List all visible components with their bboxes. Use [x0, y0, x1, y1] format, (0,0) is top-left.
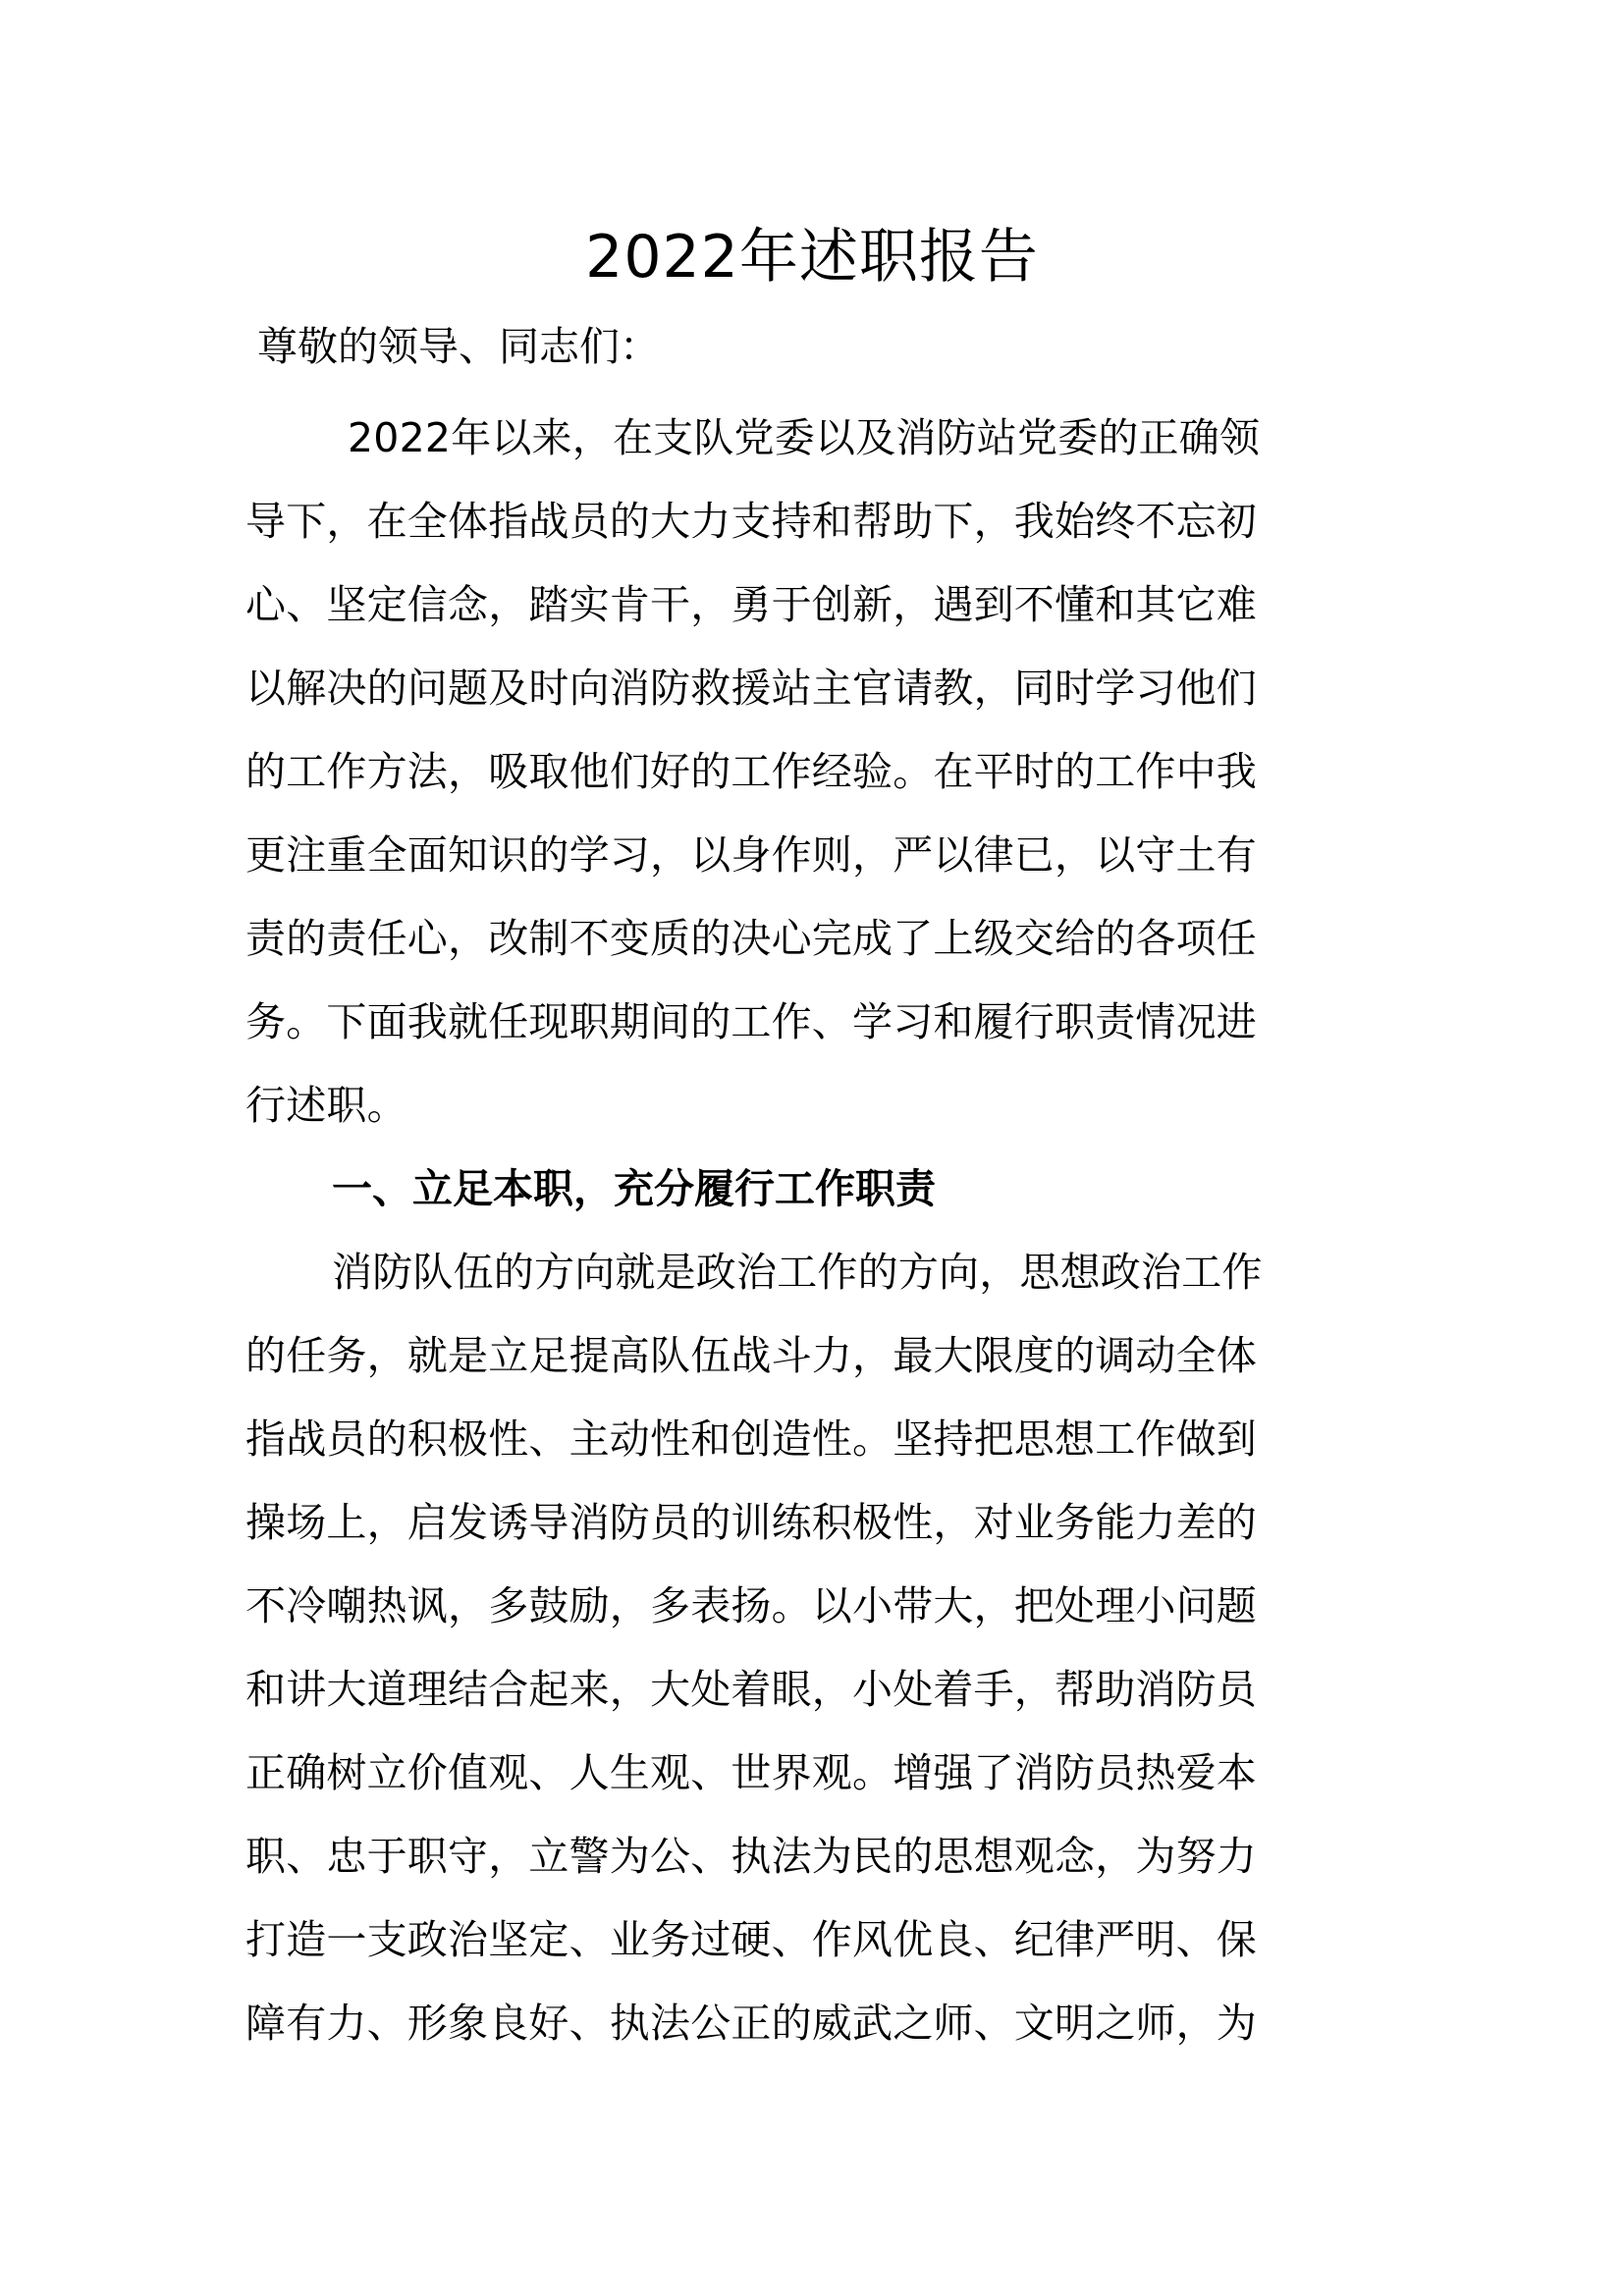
- paragraph-line: 导下，在全体指战员的大力支持和帮助下，我始终不忘初: [245, 498, 1257, 545]
- paragraph-line: 更注重全面知识的学习，以身作则，严以律已，以守土有: [245, 831, 1257, 879]
- paragraph-line: 打造一支政治坚定、业务过硬、作风优良、纪律严明、保: [245, 1916, 1257, 1963]
- paragraph-line: 2022年以来，在支队党委以及消防站党委的正确领: [348, 414, 1261, 461]
- document-body: [245, 397, 1389, 2065]
- paragraph-line: 责的责任心，改制不变质的决心完成了上级交给的各项任: [245, 915, 1257, 962]
- paragraph-line: 指战员的积极性、主动性和创造性。坚持把思想工作做到: [245, 1415, 1257, 1463]
- paragraph-line: 操场上，启发诱导消防员的训练积极性，对业务能力差的: [245, 1499, 1257, 1546]
- paragraph-line: 的工作方法，吸取他们好的工作经验。在平时的工作中我: [245, 748, 1257, 795]
- document-title: 2022年述职报告: [585, 223, 1039, 292]
- paragraph-line: 心、坚定信念，踏实肯干，勇于创新，遇到不懂和其它难: [245, 581, 1257, 628]
- section-heading: 一、立足本职，充分履行工作职责: [332, 1165, 936, 1212]
- paragraph-line: 不冷嘲热讽，多鼓励，多表扬。以小带大，把处理小问题: [245, 1582, 1257, 1629]
- paragraph-line: 务。下面我就任现职期间的工作、学习和履行职责情况进: [245, 998, 1257, 1045]
- paragraph-line: 以解决的问题及时向消防救援站主官请教，同时学习他们: [245, 665, 1257, 712]
- paragraph-line: 障有力、形象良好、执法公正的威武之师、文明之师，为: [245, 2000, 1257, 2047]
- paragraph-line: 职、忠于职守，立警为公、执法为民的思想观念，为努力: [245, 1833, 1257, 1880]
- section1-paragraph: [245, 1231, 1389, 2065]
- paragraph-line: 正确树立价值观、人生观、世界观。增强了消防员热爱本: [245, 1749, 1257, 1796]
- intro-paragraph: [245, 397, 1389, 1148]
- paragraph-line: 的任务，就是立足提高队伍战斗力，最大限度的调动全体: [245, 1332, 1257, 1379]
- paragraph-line: 消防队伍的方向就是政治工作的方向，思想政治工作: [332, 1249, 1263, 1296]
- paragraph-line: 和讲大道理结合起来，大处着眼，小处着手，帮助消防员: [245, 1666, 1257, 1713]
- paragraph-line: 行述职。: [245, 1082, 407, 1129]
- salutation: 尊敬的领导、同志们：: [257, 323, 660, 370]
